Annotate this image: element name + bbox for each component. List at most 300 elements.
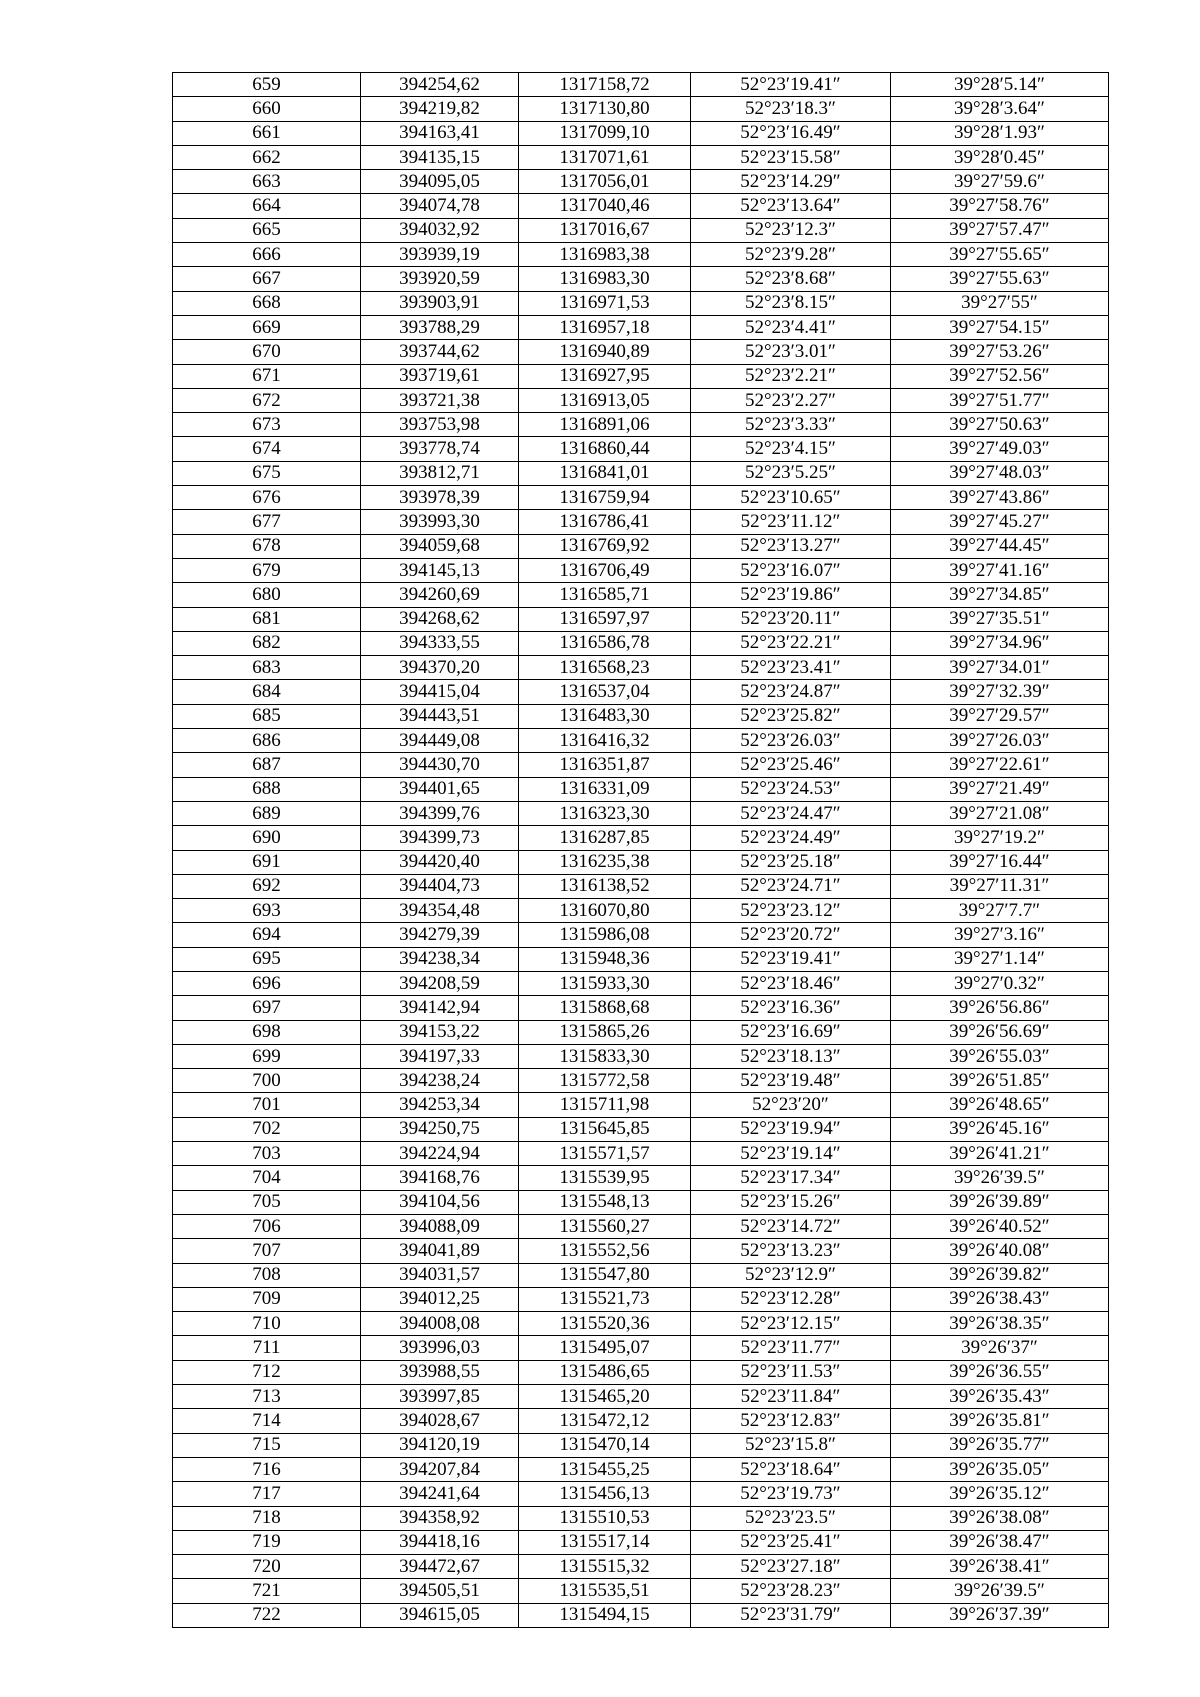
x-coordinate-cell: 394250,75 [361,1117,519,1141]
y-coordinate-cell: 1315535,51 [519,1579,691,1603]
table-row [173,1312,1109,1336]
point-number-cell: 712 [173,1360,361,1384]
point-number-cell: 675 [173,461,361,485]
longitude-cell: 39°26′37″ [891,1336,1109,1360]
table-row [173,413,1109,437]
longitude-cell: 39°26′56.69″ [891,1020,1109,1044]
point-number-cell: 670 [173,340,361,364]
longitude-cell: 39°26′40.08″ [891,1239,1109,1263]
table-row [173,826,1109,850]
y-coordinate-cell: 1316568,23 [519,656,691,680]
x-coordinate-cell: 394358,92 [361,1506,519,1530]
longitude-cell: 39°27′21.49″ [891,777,1109,801]
y-coordinate-cell: 1316759,94 [519,486,691,510]
table-row [173,1603,1109,1627]
longitude-cell: 39°26′51.85″ [891,1069,1109,1093]
longitude-cell: 39°27′19.2″ [891,826,1109,850]
y-coordinate-cell: 1316913,05 [519,388,691,412]
longitude-cell: 39°26′35.81″ [891,1409,1109,1433]
longitude-cell: 39°27′1.14″ [891,947,1109,971]
table-row [173,1190,1109,1214]
y-coordinate-cell: 1316983,30 [519,267,691,291]
longitude-cell: 39°27′32.39″ [891,680,1109,704]
y-coordinate-cell: 1315772,58 [519,1069,691,1093]
latitude-cell: 52°23′12.28″ [691,1287,891,1311]
latitude-cell: 52°23′24.71″ [691,874,891,898]
coordinates-table [172,72,1109,1628]
y-coordinate-cell: 1315515,32 [519,1555,691,1579]
x-coordinate-cell: 394104,56 [361,1190,519,1214]
longitude-cell: 39°27′54.15″ [891,315,1109,339]
table-row [173,1142,1109,1166]
longitude-cell: 39°27′34.01″ [891,656,1109,680]
point-number-cell: 701 [173,1093,361,1117]
y-coordinate-cell: 1317016,67 [519,218,691,242]
latitude-cell: 52°23′12.9″ [691,1263,891,1287]
latitude-cell: 52°23′22.21″ [691,631,891,655]
y-coordinate-cell: 1316586,78 [519,631,691,655]
x-coordinate-cell: 394443,51 [361,704,519,728]
x-coordinate-cell: 394219,82 [361,97,519,121]
point-number-cell: 677 [173,510,361,534]
table-row [173,583,1109,607]
table-row [173,1555,1109,1579]
table-row [173,437,1109,461]
latitude-cell: 52°23′25.82″ [691,704,891,728]
point-number-cell: 661 [173,121,361,145]
x-coordinate-cell: 394135,15 [361,145,519,169]
table-row [173,340,1109,364]
y-coordinate-cell: 1316860,44 [519,437,691,461]
y-coordinate-cell: 1316706,49 [519,558,691,582]
latitude-cell: 52°23′19.48″ [691,1069,891,1093]
latitude-cell: 52°23′20.72″ [691,923,891,947]
latitude-cell: 52°23′23.41″ [691,656,891,680]
point-number-cell: 665 [173,218,361,242]
point-number-cell: 672 [173,388,361,412]
table-row [173,1385,1109,1409]
table-row [173,1044,1109,1068]
latitude-cell: 52°23′10.65″ [691,486,891,510]
x-coordinate-cell: 394008,08 [361,1312,519,1336]
x-coordinate-cell: 394399,76 [361,801,519,825]
point-number-cell: 709 [173,1287,361,1311]
table-row [173,1263,1109,1287]
point-number-cell: 718 [173,1506,361,1530]
longitude-cell: 39°27′26.03″ [891,729,1109,753]
point-number-cell: 667 [173,267,361,291]
y-coordinate-cell: 1316891,06 [519,413,691,437]
y-coordinate-cell: 1316957,18 [519,315,691,339]
point-number-cell: 719 [173,1530,361,1554]
x-coordinate-cell: 394032,92 [361,218,519,242]
table-row [173,923,1109,947]
latitude-cell: 52°23′20″ [691,1093,891,1117]
latitude-cell: 52°23′27.18″ [691,1555,891,1579]
table-row [173,1360,1109,1384]
x-coordinate-cell: 393920,59 [361,267,519,291]
longitude-cell: 39°27′57.47″ [891,218,1109,242]
x-coordinate-cell: 394370,20 [361,656,519,680]
point-number-cell: 679 [173,558,361,582]
y-coordinate-cell: 1316971,53 [519,291,691,315]
x-coordinate-cell: 394415,04 [361,680,519,704]
y-coordinate-cell: 1315933,30 [519,971,691,995]
y-coordinate-cell: 1316597,97 [519,607,691,631]
point-number-cell: 671 [173,364,361,388]
table-row [173,947,1109,971]
x-coordinate-cell: 394208,59 [361,971,519,995]
longitude-cell: 39°27′52.56″ [891,364,1109,388]
x-coordinate-cell: 394399,73 [361,826,519,850]
longitude-cell: 39°27′35.51″ [891,607,1109,631]
x-coordinate-cell: 394238,24 [361,1069,519,1093]
x-coordinate-cell: 394472,67 [361,1555,519,1579]
latitude-cell: 52°23′12.3″ [691,218,891,242]
point-number-cell: 685 [173,704,361,728]
latitude-cell: 52°23′13.64″ [691,194,891,218]
table-row [173,510,1109,534]
y-coordinate-cell: 1315948,36 [519,947,691,971]
y-coordinate-cell: 1315986,08 [519,923,691,947]
longitude-cell: 39°27′11.31″ [891,874,1109,898]
y-coordinate-cell: 1315465,20 [519,1385,691,1409]
table-row [173,1530,1109,1554]
table-row [173,777,1109,801]
x-coordinate-cell: 393778,74 [361,437,519,461]
longitude-cell: 39°27′41.16″ [891,558,1109,582]
y-coordinate-cell: 1317071,61 [519,145,691,169]
x-coordinate-cell: 393903,91 [361,291,519,315]
x-coordinate-cell: 394028,67 [361,1409,519,1433]
point-number-cell: 692 [173,874,361,898]
x-coordinate-cell: 394059,68 [361,534,519,558]
y-coordinate-cell: 1315455,25 [519,1457,691,1481]
table-row [173,315,1109,339]
latitude-cell: 52°23′19.41″ [691,73,891,97]
point-number-cell: 689 [173,801,361,825]
x-coordinate-cell: 394430,70 [361,753,519,777]
point-number-cell: 710 [173,1312,361,1336]
table-row [173,558,1109,582]
table-row [173,1166,1109,1190]
longitude-cell: 39°26′39.89″ [891,1190,1109,1214]
y-coordinate-cell: 1316070,80 [519,899,691,923]
point-number-cell: 693 [173,899,361,923]
y-coordinate-cell: 1316287,85 [519,826,691,850]
y-coordinate-cell: 1316331,09 [519,777,691,801]
longitude-cell: 39°27′16.44″ [891,850,1109,874]
latitude-cell: 52°23′19.94″ [691,1117,891,1141]
longitude-cell: 39°27′58.76″ [891,194,1109,218]
latitude-cell: 52°23′26.03″ [691,729,891,753]
point-number-cell: 676 [173,486,361,510]
latitude-cell: 52°23′24.87″ [691,680,891,704]
y-coordinate-cell: 1315547,80 [519,1263,691,1287]
longitude-cell: 39°27′29.57″ [891,704,1109,728]
table-row [173,1457,1109,1481]
latitude-cell: 52°23′31.79″ [691,1603,891,1627]
y-coordinate-cell: 1316940,89 [519,340,691,364]
longitude-cell: 39°26′35.05″ [891,1457,1109,1481]
y-coordinate-cell: 1316983,38 [519,243,691,267]
longitude-cell: 39°27′55″ [891,291,1109,315]
longitude-cell: 39°27′43.86″ [891,486,1109,510]
point-number-cell: 698 [173,1020,361,1044]
y-coordinate-cell: 1315510,53 [519,1506,691,1530]
x-coordinate-cell: 393721,38 [361,388,519,412]
table-row [173,534,1109,558]
latitude-cell: 52°23′23.12″ [691,899,891,923]
longitude-cell: 39°27′22.61″ [891,753,1109,777]
point-number-cell: 705 [173,1190,361,1214]
y-coordinate-cell: 1315571,57 [519,1142,691,1166]
x-coordinate-cell: 393988,55 [361,1360,519,1384]
x-coordinate-cell: 394404,73 [361,874,519,898]
table-row [173,874,1109,898]
table-row [173,996,1109,1020]
longitude-cell: 39°27′44.45″ [891,534,1109,558]
table-row [173,461,1109,485]
y-coordinate-cell: 1315552,56 [519,1239,691,1263]
y-coordinate-cell: 1316585,71 [519,583,691,607]
point-number-cell: 706 [173,1214,361,1238]
table-row [173,73,1109,97]
longitude-cell: 39°27′53.26″ [891,340,1109,364]
point-number-cell: 713 [173,1385,361,1409]
point-number-cell: 708 [173,1263,361,1287]
longitude-cell: 39°26′38.08″ [891,1506,1109,1530]
table-row [173,1214,1109,1238]
table-row [173,486,1109,510]
point-number-cell: 700 [173,1069,361,1093]
x-coordinate-cell: 393997,85 [361,1385,519,1409]
y-coordinate-cell: 1316786,41 [519,510,691,534]
longitude-cell: 39°27′51.77″ [891,388,1109,412]
table-row [173,631,1109,655]
point-number-cell: 694 [173,923,361,947]
table-row [173,1093,1109,1117]
longitude-cell: 39°27′48.03″ [891,461,1109,485]
y-coordinate-cell: 1315456,13 [519,1482,691,1506]
latitude-cell: 52°23′16.07″ [691,558,891,582]
y-coordinate-cell: 1316351,87 [519,753,691,777]
y-coordinate-cell: 1315560,27 [519,1214,691,1238]
table-row [173,243,1109,267]
latitude-cell: 52°23′12.15″ [691,1312,891,1336]
latitude-cell: 52°23′2.27″ [691,388,891,412]
x-coordinate-cell: 394279,39 [361,923,519,947]
y-coordinate-cell: 1316841,01 [519,461,691,485]
table-row [173,97,1109,121]
point-number-cell: 663 [173,170,361,194]
longitude-cell: 39°27′34.85″ [891,583,1109,607]
longitude-cell: 39°26′40.52″ [891,1214,1109,1238]
longitude-cell: 39°27′50.63″ [891,413,1109,437]
x-coordinate-cell: 394095,05 [361,170,519,194]
point-number-cell: 722 [173,1603,361,1627]
point-number-cell: 691 [173,850,361,874]
table-row [173,1287,1109,1311]
y-coordinate-cell: 1317040,46 [519,194,691,218]
longitude-cell: 39°26′37.39″ [891,1603,1109,1627]
longitude-cell: 39°26′35.43″ [891,1385,1109,1409]
point-number-cell: 716 [173,1457,361,1481]
x-coordinate-cell: 394031,57 [361,1263,519,1287]
table-row [173,1336,1109,1360]
latitude-cell: 52°23′16.36″ [691,996,891,1020]
point-number-cell: 688 [173,777,361,801]
y-coordinate-cell: 1316235,38 [519,850,691,874]
latitude-cell: 52°23′18.13″ [691,1044,891,1068]
y-coordinate-cell: 1317056,01 [519,170,691,194]
latitude-cell: 52°23′25.18″ [691,850,891,874]
longitude-cell: 39°26′35.77″ [891,1433,1109,1457]
point-number-cell: 664 [173,194,361,218]
x-coordinate-cell: 393993,30 [361,510,519,534]
latitude-cell: 52°23′16.49″ [691,121,891,145]
table-row [173,1069,1109,1093]
point-number-cell: 702 [173,1117,361,1141]
table-row [173,121,1109,145]
latitude-cell: 52°23′15.58″ [691,145,891,169]
longitude-cell: 39°26′56.86″ [891,996,1109,1020]
point-number-cell: 686 [173,729,361,753]
point-number-cell: 674 [173,437,361,461]
longitude-cell: 39°27′49.03″ [891,437,1109,461]
longitude-cell: 39°26′55.03″ [891,1044,1109,1068]
table-row [173,729,1109,753]
latitude-cell: 52°23′14.72″ [691,1214,891,1238]
x-coordinate-cell: 394153,22 [361,1020,519,1044]
longitude-cell: 39°26′38.35″ [891,1312,1109,1336]
x-coordinate-cell: 394238,34 [361,947,519,971]
y-coordinate-cell: 1315645,85 [519,1117,691,1141]
latitude-cell: 52°23′15.8″ [691,1433,891,1457]
latitude-cell: 52°23′24.49″ [691,826,891,850]
table-row [173,656,1109,680]
longitude-cell: 39°26′36.55″ [891,1360,1109,1384]
point-number-cell: 711 [173,1336,361,1360]
x-coordinate-cell: 394260,69 [361,583,519,607]
x-coordinate-cell: 394615,05 [361,1603,519,1627]
latitude-cell: 52°23′16.69″ [691,1020,891,1044]
x-coordinate-cell: 393978,39 [361,486,519,510]
y-coordinate-cell: 1317130,80 [519,97,691,121]
x-coordinate-cell: 394505,51 [361,1579,519,1603]
x-coordinate-cell: 394168,76 [361,1166,519,1190]
table-row [173,1506,1109,1530]
longitude-cell: 39°27′3.16″ [891,923,1109,947]
point-number-cell: 699 [173,1044,361,1068]
point-number-cell: 662 [173,145,361,169]
point-number-cell: 680 [173,583,361,607]
latitude-cell: 52°23′2.21″ [691,364,891,388]
y-coordinate-cell: 1316927,95 [519,364,691,388]
latitude-cell: 52°23′15.26″ [691,1190,891,1214]
latitude-cell: 52°23′24.47″ [691,801,891,825]
y-coordinate-cell: 1315865,26 [519,1020,691,1044]
x-coordinate-cell: 394163,41 [361,121,519,145]
latitude-cell: 52°23′25.46″ [691,753,891,777]
y-coordinate-cell: 1316416,32 [519,729,691,753]
latitude-cell: 52°23′8.68″ [691,267,891,291]
table-row [173,1433,1109,1457]
longitude-cell: 39°26′39.5″ [891,1166,1109,1190]
point-number-cell: 684 [173,680,361,704]
point-number-cell: 660 [173,97,361,121]
longitude-cell: 39°28′0.45″ [891,145,1109,169]
x-coordinate-cell: 394253,34 [361,1093,519,1117]
x-coordinate-cell: 394401,65 [361,777,519,801]
y-coordinate-cell: 1316537,04 [519,680,691,704]
point-number-cell: 707 [173,1239,361,1263]
y-coordinate-cell: 1315495,07 [519,1336,691,1360]
y-coordinate-cell: 1315521,73 [519,1287,691,1311]
point-number-cell: 704 [173,1166,361,1190]
latitude-cell: 52°23′11.12″ [691,510,891,534]
point-number-cell: 717 [173,1482,361,1506]
point-number-cell: 659 [173,73,361,97]
point-number-cell: 696 [173,971,361,995]
y-coordinate-cell: 1315711,98 [519,1093,691,1117]
latitude-cell: 52°23′9.28″ [691,243,891,267]
table-row [173,1409,1109,1433]
point-number-cell: 690 [173,826,361,850]
table-row [173,801,1109,825]
x-coordinate-cell: 393753,98 [361,413,519,437]
point-number-cell: 668 [173,291,361,315]
x-coordinate-cell: 394012,25 [361,1287,519,1311]
latitude-cell: 52°23′13.27″ [691,534,891,558]
y-coordinate-cell: 1315517,14 [519,1530,691,1554]
y-coordinate-cell: 1315833,30 [519,1044,691,1068]
x-coordinate-cell: 394449,08 [361,729,519,753]
x-coordinate-cell: 394354,48 [361,899,519,923]
table-row [173,291,1109,315]
point-number-cell: 666 [173,243,361,267]
y-coordinate-cell: 1315548,13 [519,1190,691,1214]
longitude-cell: 39°27′55.65″ [891,243,1109,267]
longitude-cell: 39°26′35.12″ [891,1482,1109,1506]
latitude-cell: 52°23′11.77″ [691,1336,891,1360]
y-coordinate-cell: 1316138,52 [519,874,691,898]
longitude-cell: 39°27′34.96″ [891,631,1109,655]
point-number-cell: 714 [173,1409,361,1433]
latitude-cell: 52°23′14.29″ [691,170,891,194]
point-number-cell: 697 [173,996,361,1020]
table-row [173,971,1109,995]
latitude-cell: 52°23′18.3″ [691,97,891,121]
table-row [173,680,1109,704]
point-number-cell: 673 [173,413,361,437]
x-coordinate-cell: 394418,16 [361,1530,519,1554]
longitude-cell: 39°26′38.41″ [891,1555,1109,1579]
table-row [173,1482,1109,1506]
point-number-cell: 720 [173,1555,361,1579]
latitude-cell: 52°23′12.83″ [691,1409,891,1433]
longitude-cell: 39°26′39.82″ [891,1263,1109,1287]
x-coordinate-cell: 394224,94 [361,1142,519,1166]
latitude-cell: 52°23′19.14″ [691,1142,891,1166]
table-row [173,1117,1109,1141]
x-coordinate-cell: 394207,84 [361,1457,519,1481]
table-row [173,607,1109,631]
y-coordinate-cell: 1315539,95 [519,1166,691,1190]
table-row [173,704,1109,728]
latitude-cell: 52°23′11.53″ [691,1360,891,1384]
latitude-cell: 52°23′24.53″ [691,777,891,801]
